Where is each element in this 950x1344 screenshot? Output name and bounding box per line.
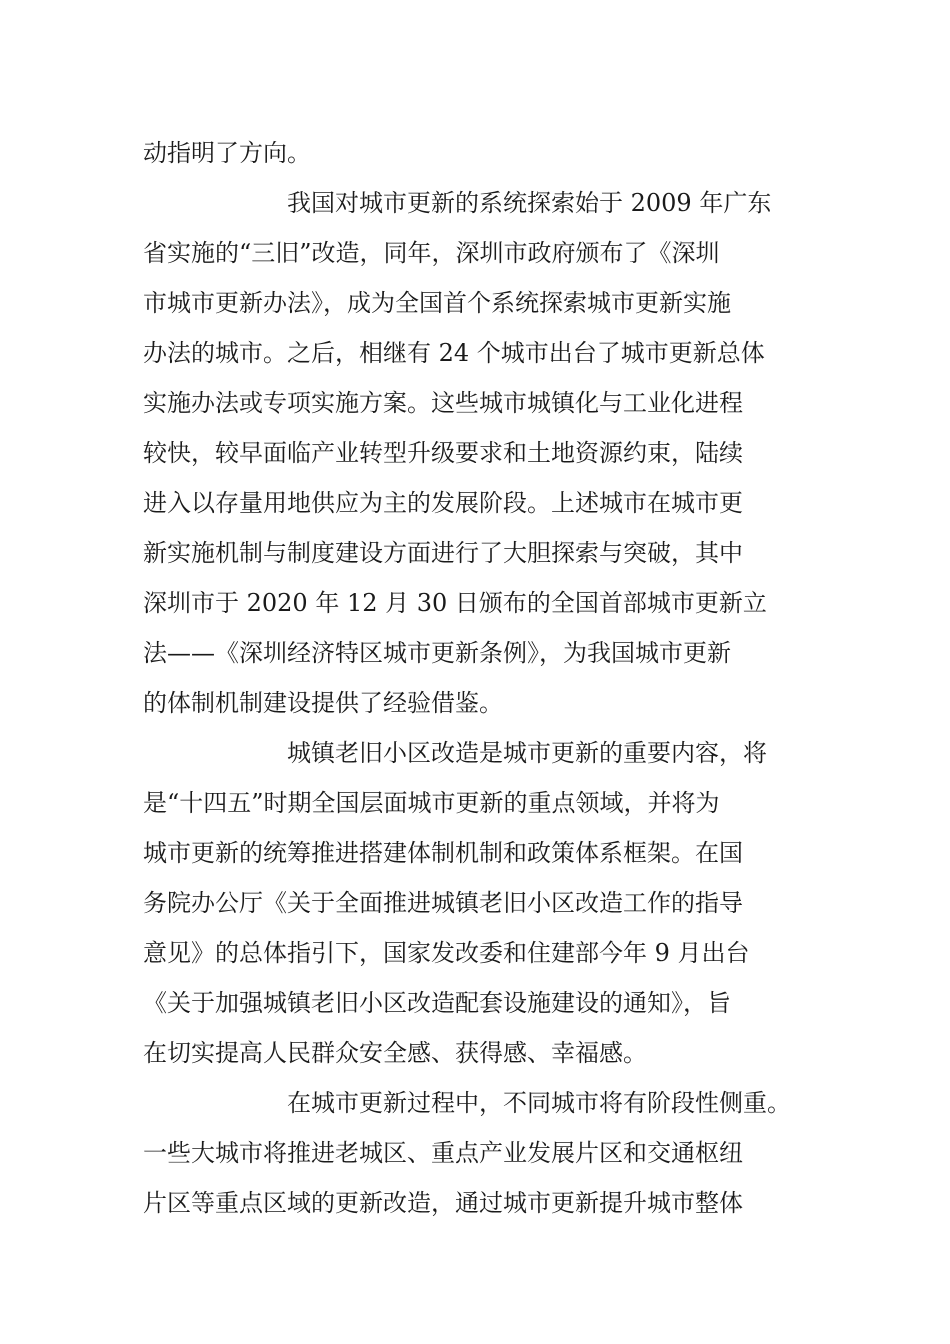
paragraph-3-line-5: 意见》的总体指引下，国家发改委和住建部今年 9 月出台 [143,939,750,967]
paragraph-2-line-3: 市城市更新办法》，成为全国首个系统探索城市更新实施 [143,289,731,317]
paragraph-2-line-5: 实施办法或专项实施方案。这些城市城镇化与工业化进程 [143,389,743,417]
paragraph-2-line-1: 我国对城市更新的系统探索始于 2009 年广东 [287,189,772,217]
paragraph-2-line-8: 新实施机制与制度建设方面进行了大胆探索与突破，其中 [143,539,743,567]
paragraph-3-line-4: 务院办公厅《关于全面推进城镇老旧小区改造工作的指导 [143,889,743,917]
paragraph-2-line-6: 较快，较早面临产业转型升级要求和土地资源约束，陆续 [143,439,743,467]
paragraph-3-line-3: 城市更新的统筹推进搭建体制机制和政策体系框架。在国 [143,839,743,867]
paragraph-2-line-4: 办法的城市。之后，相继有 24 个城市出台了城市更新总体 [143,339,765,367]
paragraph-4-line-1: 在城市更新过程中，不同城市将有阶段性侧重。 [287,1089,791,1117]
paragraph-1-line-1: 动指明了方向。 [143,139,311,167]
paragraph-2-line-7: 进入以存量用地供应为主的发展阶段。上述城市在城市更 [143,489,743,517]
paragraph-2-line-2: 省实施的“三旧”改造，同年，深圳市政府颁布了《深圳 [143,239,720,267]
paragraph-2-line-11: 的体制机制建设提供了经验借鉴。 [143,689,503,717]
paragraph-3-line-7: 在切实提高人民群众安全感、获得感、幸福感。 [143,1039,647,1067]
paragraph-3-line-6: 《关于加强城镇老旧小区改造配套设施建设的通知》，旨 [143,989,731,1017]
paragraph-2-line-9: 深圳市于 2020 年 12 月 30 日颁布的全国首部城市更新立 [143,589,767,617]
paragraph-4-line-2: 一些大城市将推进老城区、重点产业发展片区和交通枢纽 [143,1139,743,1167]
paragraph-2-line-10: 法——《深圳经济特区城市更新条例》，为我国城市更新 [143,639,731,667]
paragraph-3-line-2: 是“十四五”时期全国层面城市更新的重点领域，并将为 [143,789,720,817]
paragraph-3-line-1: 城镇老旧小区改造是城市更新的重要内容，将 [287,739,767,767]
paragraph-4-line-3: 片区等重点区域的更新改造，通过城市更新提升城市整体 [143,1189,743,1217]
